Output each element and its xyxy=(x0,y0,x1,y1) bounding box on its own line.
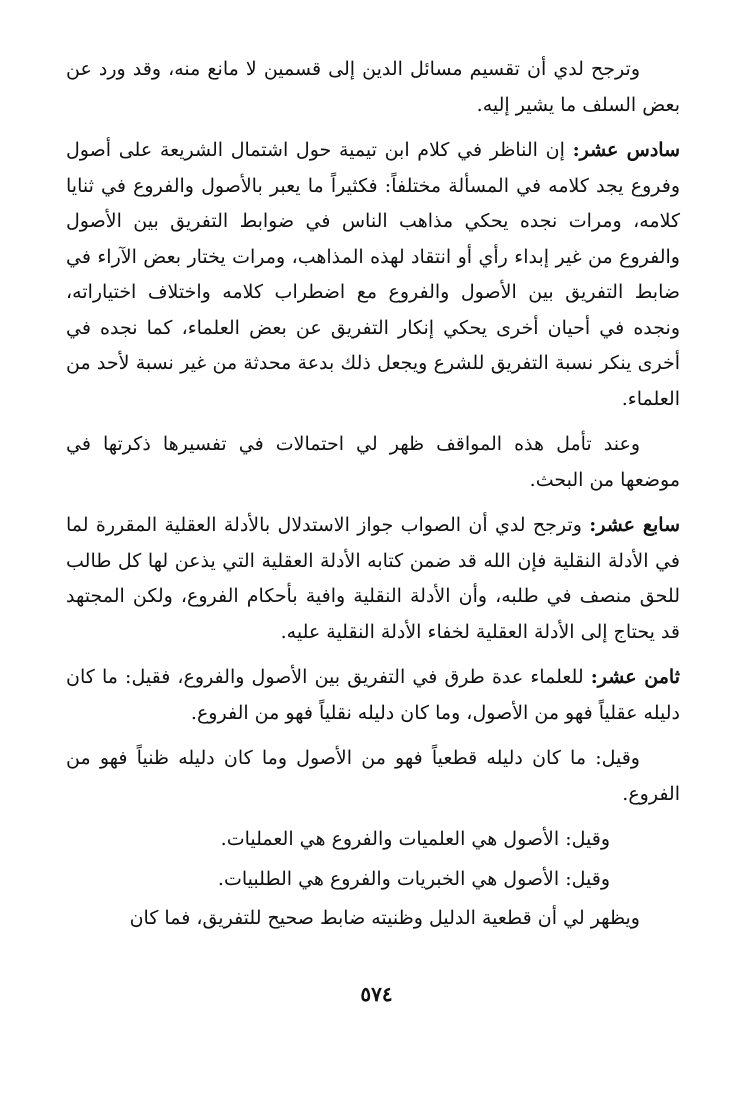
paragraph-text: إن الناظر في كلام ابن تيمية حول اشتمال الشريعة على أصول وفروع يجد كلامه في المسألة مختلفاً: فكثيراً ما يعبر بالأصول والفروع في ثنايا كلامه، ومرات نجده يحكي مذاهب الناس في ضوابط التفريق بين الأصول والفروع من غير إبداء رأي أو انتقاد لهذه المذاهب، ومرات يختار بعض الآراء في ضابط التفريق بين الأصول والفروع مع اضطراب كلامه واختلاف اختياراته، ونجده في أحيان أخرى يحكي إنكار التفريق عن بعض العلماء، كما نجده في أخرى ينكر نسبة التفريق للشرع ويجعل ذلك بدعة محدثة من غير نسبة لأحد من العلماء. xyxy=(66,139,680,410)
paragraph-conclusion-15 xyxy=(66,52,680,123)
paragraph-opinion-qati xyxy=(66,741,680,812)
paragraph-opinion-ilmiyat xyxy=(66,822,680,858)
paragraph-text: ويظهر لي أن قطعية الدليل وظنيته ضابط صحيح للتفريق، فما كان xyxy=(129,907,640,929)
paragraph-opinion-khabariyat xyxy=(66,862,680,898)
paragraph-conclusion-16 xyxy=(66,133,680,417)
paragraph-conclusion-17 xyxy=(66,508,680,650)
page-number: ٥٧٤ xyxy=(360,982,393,1006)
paragraph-text: وترجح لدي أن تقسيم مسائل الدين إلى قسمين لا مانع منه، وقد ورد عن بعض السلف ما يشير إليه. xyxy=(66,58,680,116)
paragraph-text: وعند تأمل هذه المواقف ظهر لي احتمالات في تفسيرها ذكرتها في موضعها من البحث. xyxy=(66,433,680,491)
paragraph-text: وقيل: الأصول هي الخبريات والفروع هي الطلبيات. xyxy=(217,867,610,890)
paragraph-final xyxy=(66,901,680,937)
paragraph-conclusion-18 xyxy=(66,660,680,731)
paragraph-lead: سابع عشر: xyxy=(589,514,680,536)
paragraph-lead: سادس عشر: xyxy=(572,139,680,161)
paragraph-interpretation xyxy=(66,427,680,498)
body-text xyxy=(66,52,680,947)
paragraph-text: وقيل: الأصول هي العلميات والفروع هي العمليات. xyxy=(220,828,610,850)
paragraph-lead: ثامن عشر: xyxy=(590,666,680,688)
paragraph-text: وترجح لدي أن الصواب جواز الاستدلال بالأدلة العقلية المقررة لما في الأدلة النقلية فإن الله قد ضمن كتابه الأدلة العقلية التي يذعن لها كل طالب للحق منصف في طلبه، وأن الأدلة النقلية وافية بأحكام الفروع، ولكن المجتهد قد يحتاج إلى الأدلة العقلية لخفاء الأدلة النقلية عليه. xyxy=(66,514,680,643)
paragraph-text: للعلماء عدة طرق في التفريق بين الأصول والفروع، فقيل: ما كان دليله عقلياً فهو من الأصول، وما كان دليله نقلياً فهو من الفروع. xyxy=(66,666,680,724)
paragraph-text: وقيل: ما كان دليله قطعياً فهو من الأصول وما كان دليله ظنياً فهو من الفروع. xyxy=(66,747,680,805)
